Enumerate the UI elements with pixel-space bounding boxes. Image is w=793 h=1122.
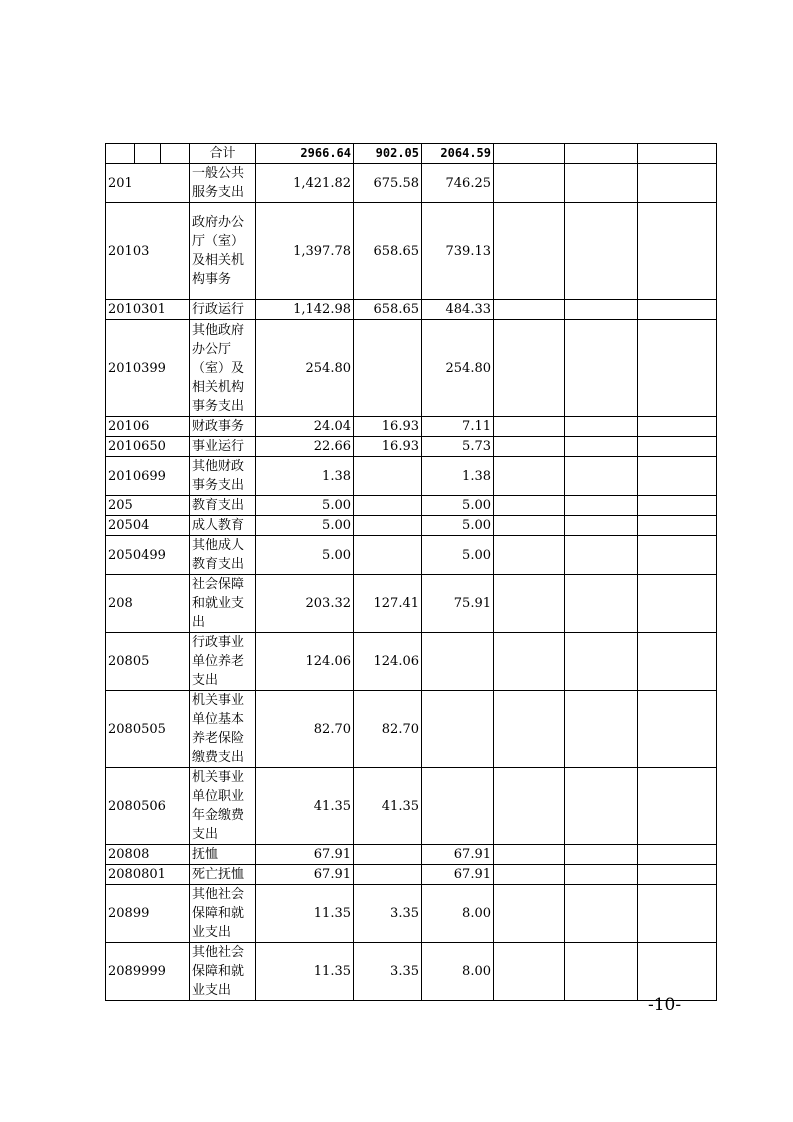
subject-name: 机关事业单位基本养老保险缴费支出 bbox=[190, 691, 256, 768]
empty-cell bbox=[565, 457, 638, 496]
total-amount: 5.00 bbox=[256, 536, 354, 575]
subject-name: 财政事务 bbox=[190, 417, 256, 437]
table-row bbox=[106, 633, 717, 691]
subject-code: 205 bbox=[106, 496, 190, 516]
subject-code: 2050499 bbox=[106, 536, 190, 575]
project-expenditure: 5.00 bbox=[422, 516, 494, 536]
empty-cell bbox=[565, 164, 638, 203]
basic-expenditure: 3.35 bbox=[354, 943, 422, 1001]
empty-cell bbox=[565, 320, 638, 417]
table-row bbox=[106, 575, 717, 633]
basic-expenditure: 16.93 bbox=[354, 437, 422, 457]
empty-cell bbox=[565, 417, 638, 437]
basic-expenditure bbox=[354, 496, 422, 516]
table-row bbox=[106, 536, 717, 575]
empty-cell bbox=[494, 203, 565, 300]
table-row bbox=[106, 203, 717, 300]
empty-cell bbox=[494, 633, 565, 691]
project-expenditure: 1.38 bbox=[422, 457, 494, 496]
table-row bbox=[106, 496, 717, 516]
project-expenditure: 254.80 bbox=[422, 320, 494, 417]
basic-expenditure: 82.70 bbox=[354, 691, 422, 768]
table-row bbox=[106, 300, 717, 320]
empty-cell bbox=[638, 164, 717, 203]
basic-expenditure: 3.35 bbox=[354, 885, 422, 943]
subject-code: 2010650 bbox=[106, 437, 190, 457]
subject-name: 其他社会保障和就业支出 bbox=[190, 885, 256, 943]
empty-cell bbox=[638, 417, 717, 437]
empty-cell bbox=[638, 768, 717, 845]
subject-name: 社会保障和就业支出 bbox=[190, 575, 256, 633]
page-number: -10- bbox=[648, 995, 682, 1015]
table-row bbox=[106, 164, 717, 203]
empty-cell bbox=[494, 320, 565, 417]
subject-code: 20899 bbox=[106, 885, 190, 943]
basic-expenditure: 658.65 bbox=[354, 203, 422, 300]
basic-expenditure: 41.35 bbox=[354, 768, 422, 845]
empty-cell bbox=[638, 516, 717, 536]
empty-cell bbox=[638, 300, 717, 320]
empty-cell bbox=[638, 144, 717, 164]
total-amount: 203.32 bbox=[256, 575, 354, 633]
basic-expenditure bbox=[354, 516, 422, 536]
total-basic: 902.05 bbox=[354, 144, 422, 164]
empty-cell bbox=[494, 164, 565, 203]
subject-name: 一般公共服务支出 bbox=[190, 164, 256, 203]
empty-cell bbox=[494, 536, 565, 575]
empty-cell bbox=[565, 144, 638, 164]
total-project: 2064.59 bbox=[422, 144, 494, 164]
empty-cell bbox=[638, 203, 717, 300]
total-amount: 254.80 bbox=[256, 320, 354, 417]
empty-cell bbox=[565, 300, 638, 320]
basic-expenditure: 675.58 bbox=[354, 164, 422, 203]
empty-cell bbox=[565, 633, 638, 691]
total-amount: 67.91 bbox=[256, 845, 354, 865]
project-expenditure bbox=[422, 768, 494, 845]
table-row bbox=[106, 691, 717, 768]
subject-code: 20504 bbox=[106, 516, 190, 536]
table-row bbox=[106, 865, 717, 885]
total-amount: 22.66 bbox=[256, 437, 354, 457]
total-amount: 5.00 bbox=[256, 516, 354, 536]
basic-expenditure bbox=[354, 865, 422, 885]
empty-cell bbox=[565, 437, 638, 457]
subject-name: 事业运行 bbox=[190, 437, 256, 457]
empty-cell bbox=[638, 437, 717, 457]
project-expenditure: 67.91 bbox=[422, 865, 494, 885]
total-amount: 82.70 bbox=[256, 691, 354, 768]
subject-code: 20106 bbox=[106, 417, 190, 437]
subject-name: 行政事业单位养老支出 bbox=[190, 633, 256, 691]
project-expenditure: 484.33 bbox=[422, 300, 494, 320]
table-row bbox=[106, 457, 717, 496]
total-amount: 1,397.78 bbox=[256, 203, 354, 300]
table-row bbox=[106, 437, 717, 457]
table-row bbox=[106, 516, 717, 536]
basic-expenditure bbox=[354, 457, 422, 496]
table-row bbox=[106, 943, 717, 1001]
project-expenditure: 5.73 bbox=[422, 437, 494, 457]
project-expenditure: 5.00 bbox=[422, 496, 494, 516]
basic-expenditure: 127.41 bbox=[354, 575, 422, 633]
project-expenditure: 5.00 bbox=[422, 536, 494, 575]
total-amount: 11.35 bbox=[256, 885, 354, 943]
subject-code: 2089999 bbox=[106, 943, 190, 1001]
empty-cell bbox=[638, 457, 717, 496]
empty-cell bbox=[638, 865, 717, 885]
empty-cell bbox=[494, 691, 565, 768]
budget-expenditure-table bbox=[105, 143, 717, 1001]
empty-cell bbox=[494, 575, 565, 633]
total-code-cell bbox=[106, 144, 190, 164]
table-row bbox=[106, 845, 717, 865]
subject-name: 成人教育 bbox=[190, 516, 256, 536]
empty-cell bbox=[494, 144, 565, 164]
basic-expenditure bbox=[354, 320, 422, 417]
subject-name: 其他社会保障和就业支出 bbox=[190, 943, 256, 1001]
empty-cell bbox=[565, 943, 638, 1001]
subject-code: 20103 bbox=[106, 203, 190, 300]
total-amount: 1.38 bbox=[256, 457, 354, 496]
basic-expenditure bbox=[354, 536, 422, 575]
basic-expenditure: 658.65 bbox=[354, 300, 422, 320]
project-expenditure: 75.91 bbox=[422, 575, 494, 633]
total-row bbox=[106, 144, 717, 164]
empty-cell bbox=[638, 575, 717, 633]
subject-code: 20805 bbox=[106, 633, 190, 691]
empty-cell bbox=[638, 691, 717, 768]
project-expenditure: 7.11 bbox=[422, 417, 494, 437]
subject-name: 抚恤 bbox=[190, 845, 256, 865]
empty-cell bbox=[565, 885, 638, 943]
empty-cell bbox=[494, 768, 565, 845]
empty-cell bbox=[638, 943, 717, 1001]
project-expenditure: 67.91 bbox=[422, 845, 494, 865]
subject-code: 208 bbox=[106, 575, 190, 633]
total-amount: 67.91 bbox=[256, 865, 354, 885]
empty-cell bbox=[638, 496, 717, 516]
empty-cell bbox=[565, 865, 638, 885]
subject-name: 其他政府办公厅（室）及相关机构事务支出 bbox=[190, 320, 256, 417]
subject-code: 2080505 bbox=[106, 691, 190, 768]
table-row bbox=[106, 768, 717, 845]
empty-cell bbox=[565, 536, 638, 575]
empty-cell bbox=[565, 768, 638, 845]
subject-code: 2010301 bbox=[106, 300, 190, 320]
empty-cell bbox=[494, 300, 565, 320]
subject-name: 政府办公厅（室）及相关机构事务 bbox=[190, 203, 256, 300]
empty-cell bbox=[638, 845, 717, 865]
empty-cell bbox=[638, 633, 717, 691]
total-amount: 11.35 bbox=[256, 943, 354, 1001]
empty-cell bbox=[494, 437, 565, 457]
empty-cell bbox=[494, 845, 565, 865]
table-row bbox=[106, 417, 717, 437]
subject-code: 201 bbox=[106, 164, 190, 203]
subject-code: 20808 bbox=[106, 845, 190, 865]
total-amount: 124.06 bbox=[256, 633, 354, 691]
total-amount: 41.35 bbox=[256, 768, 354, 845]
basic-expenditure: 16.93 bbox=[354, 417, 422, 437]
empty-cell bbox=[565, 575, 638, 633]
subject-name: 其他财政事务支出 bbox=[190, 457, 256, 496]
project-expenditure bbox=[422, 633, 494, 691]
subject-name: 行政运行 bbox=[190, 300, 256, 320]
empty-cell bbox=[494, 457, 565, 496]
project-expenditure: 739.13 bbox=[422, 203, 494, 300]
empty-cell bbox=[494, 943, 565, 1001]
subject-code: 2080801 bbox=[106, 865, 190, 885]
empty-cell bbox=[494, 885, 565, 943]
project-expenditure: 8.00 bbox=[422, 885, 494, 943]
subject-code: 2010399 bbox=[106, 320, 190, 417]
empty-cell bbox=[565, 496, 638, 516]
empty-cell bbox=[638, 536, 717, 575]
subject-code: 2010699 bbox=[106, 457, 190, 496]
project-expenditure bbox=[422, 691, 494, 768]
subject-name: 其他成人教育支出 bbox=[190, 536, 256, 575]
empty-cell bbox=[638, 320, 717, 417]
table-row bbox=[106, 885, 717, 943]
empty-cell bbox=[638, 885, 717, 943]
project-expenditure: 746.25 bbox=[422, 164, 494, 203]
total-amount: 1,142.98 bbox=[256, 300, 354, 320]
total-amount: 1,421.82 bbox=[256, 164, 354, 203]
empty-cell bbox=[494, 417, 565, 437]
empty-cell bbox=[494, 516, 565, 536]
empty-cell bbox=[565, 516, 638, 536]
total-amount: 2966.64 bbox=[256, 144, 354, 164]
subject-name: 教育支出 bbox=[190, 496, 256, 516]
empty-cell bbox=[565, 691, 638, 768]
empty-cell bbox=[565, 845, 638, 865]
basic-expenditure bbox=[354, 845, 422, 865]
subject-name: 机关事业单位职业年金缴费支出 bbox=[190, 768, 256, 845]
empty-cell bbox=[494, 496, 565, 516]
total-label: 合计 bbox=[190, 144, 256, 164]
subject-code: 2080506 bbox=[106, 768, 190, 845]
table-row bbox=[106, 320, 717, 417]
basic-expenditure: 124.06 bbox=[354, 633, 422, 691]
empty-cell bbox=[494, 865, 565, 885]
empty-cell bbox=[565, 203, 638, 300]
total-amount: 24.04 bbox=[256, 417, 354, 437]
project-expenditure: 8.00 bbox=[422, 943, 494, 1001]
total-amount: 5.00 bbox=[256, 496, 354, 516]
subject-name: 死亡抚恤 bbox=[190, 865, 256, 885]
